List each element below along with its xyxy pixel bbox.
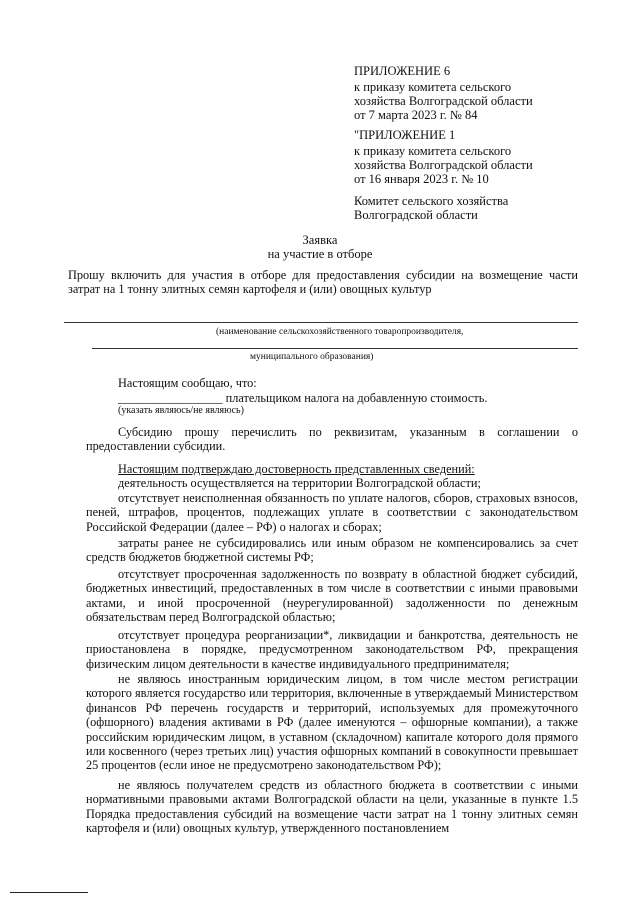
confirm-item: затраты ранее не субсидировались или иным образом не компенсировались за счет средств бюджетов бюджетной системы РФ;: [86, 536, 578, 565]
confirm-item: отсутствует процедура реорганизации*, ликвидации и банкротства, деятельность не приостановлена в порядке, предусмотренном законодательством РФ, прекращения физическим лицом деятельности в качестве индивидуального предпринимателя;: [86, 628, 578, 671]
confirm-heading: Настоящим подтверждаю достоверность представленных сведений:: [118, 462, 475, 476]
appendix-6-line: хозяйства Волгоградской области: [354, 94, 533, 108]
confirm-item: не являюсь получателем средств из областного бюджета в соответствии с иными нормативными правовыми актами Волгоградской области на цели, указанные в пункте 1.5 Порядка предоставления субсидий на возмещение части затрат на 1 тонну элитных семян картофеля и (или) овощных культур, утвержденного постановлением: [86, 778, 578, 836]
vat-caption: (указать являюсь/не являюсь): [118, 405, 244, 416]
name-field-caption: (наименование сельскохозяйственного товаропроизводителя,: [216, 327, 464, 337]
confirm-item: отсутствует неисполненная обязанность по уплате налогов, сборов, страховых взносов, пеней, штрафов, процентов, подлежащих уплате в соответствии с законодательством Российской Федерации (далее – РФ) о налогах и сборах;: [86, 491, 578, 534]
appendix-6-title: ПРИЛОЖЕНИЕ 6: [354, 64, 451, 78]
name-fill-line: [64, 322, 578, 323]
intro-paragraph: Прошу включить для участия в отборе для предоставления субсидии на возмещение части затрат на 1 тонну элитных семян картофеля и (или) овощных культур: [68, 268, 578, 297]
confirm-item: отсутствует просроченная задолженность по возврату в областной бюджет субсидий, бюджетных инвестиций, предоставленных в том числе в соответствии с иными правовыми актами, и иной просроченной (неурегулированной) задолженности по денежным обязательствам перед Волгоградской областью;: [86, 567, 578, 625]
confirm-item: не являюсь иностранным юридическим лицом, в том числе местом регистрации которого является государство или территория, включенные в утверждаемый Министерством финансов РФ перечень государств и территорий, используемых для промежуточного (офшорного) владения активами в РФ (далее именуются – офшорные компании), а также российским юридическим лицом, в уставном (складочном) капитале которого доля прямого или косвенного (через третьих лиц) участия офшорных компаний в совокупности превышает 25 процентов (если иное не предусмотрено законодательством РФ);: [86, 672, 578, 773]
appendix-1-title: "ПРИЛОЖЕНИЕ 1: [354, 128, 456, 142]
appendix-6-date: от 7 марта 2023 г. № 84: [354, 108, 478, 122]
appendix-6-line: к приказу комитета сельского: [354, 80, 512, 94]
confirm-item: деятельность осуществляется на территории Волгоградской области;: [118, 476, 481, 490]
appendix-1-line: к приказу комитета сельского: [354, 144, 512, 158]
appendix-1-line: хозяйства Волгоградской области: [354, 158, 533, 172]
addressee-line: Волгоградской области: [354, 208, 478, 222]
footnote-separator: [10, 892, 88, 893]
vat-text: плательщиком налога на добавленную стоимость.: [225, 391, 488, 405]
vat-line: [118, 391, 487, 406]
municipality-fill-line: [92, 348, 578, 349]
addressee-line: Комитет сельского хозяйства: [354, 194, 509, 208]
document-title: Заявка: [302, 233, 338, 247]
municipality-field-caption: муниципального образования): [250, 352, 374, 362]
subsidy-request: Субсидию прошу перечислить по реквизитам, указанным в соглашении о предоставлении субсидии.: [86, 425, 578, 454]
appendix-1-date: от 16 января 2023 г. № 10: [354, 172, 489, 186]
vat-blank: _________________: [118, 391, 223, 405]
document-subtitle: на участие в отборе: [267, 247, 373, 261]
vat-inform: Настоящим сообщаю, что:: [118, 376, 257, 390]
